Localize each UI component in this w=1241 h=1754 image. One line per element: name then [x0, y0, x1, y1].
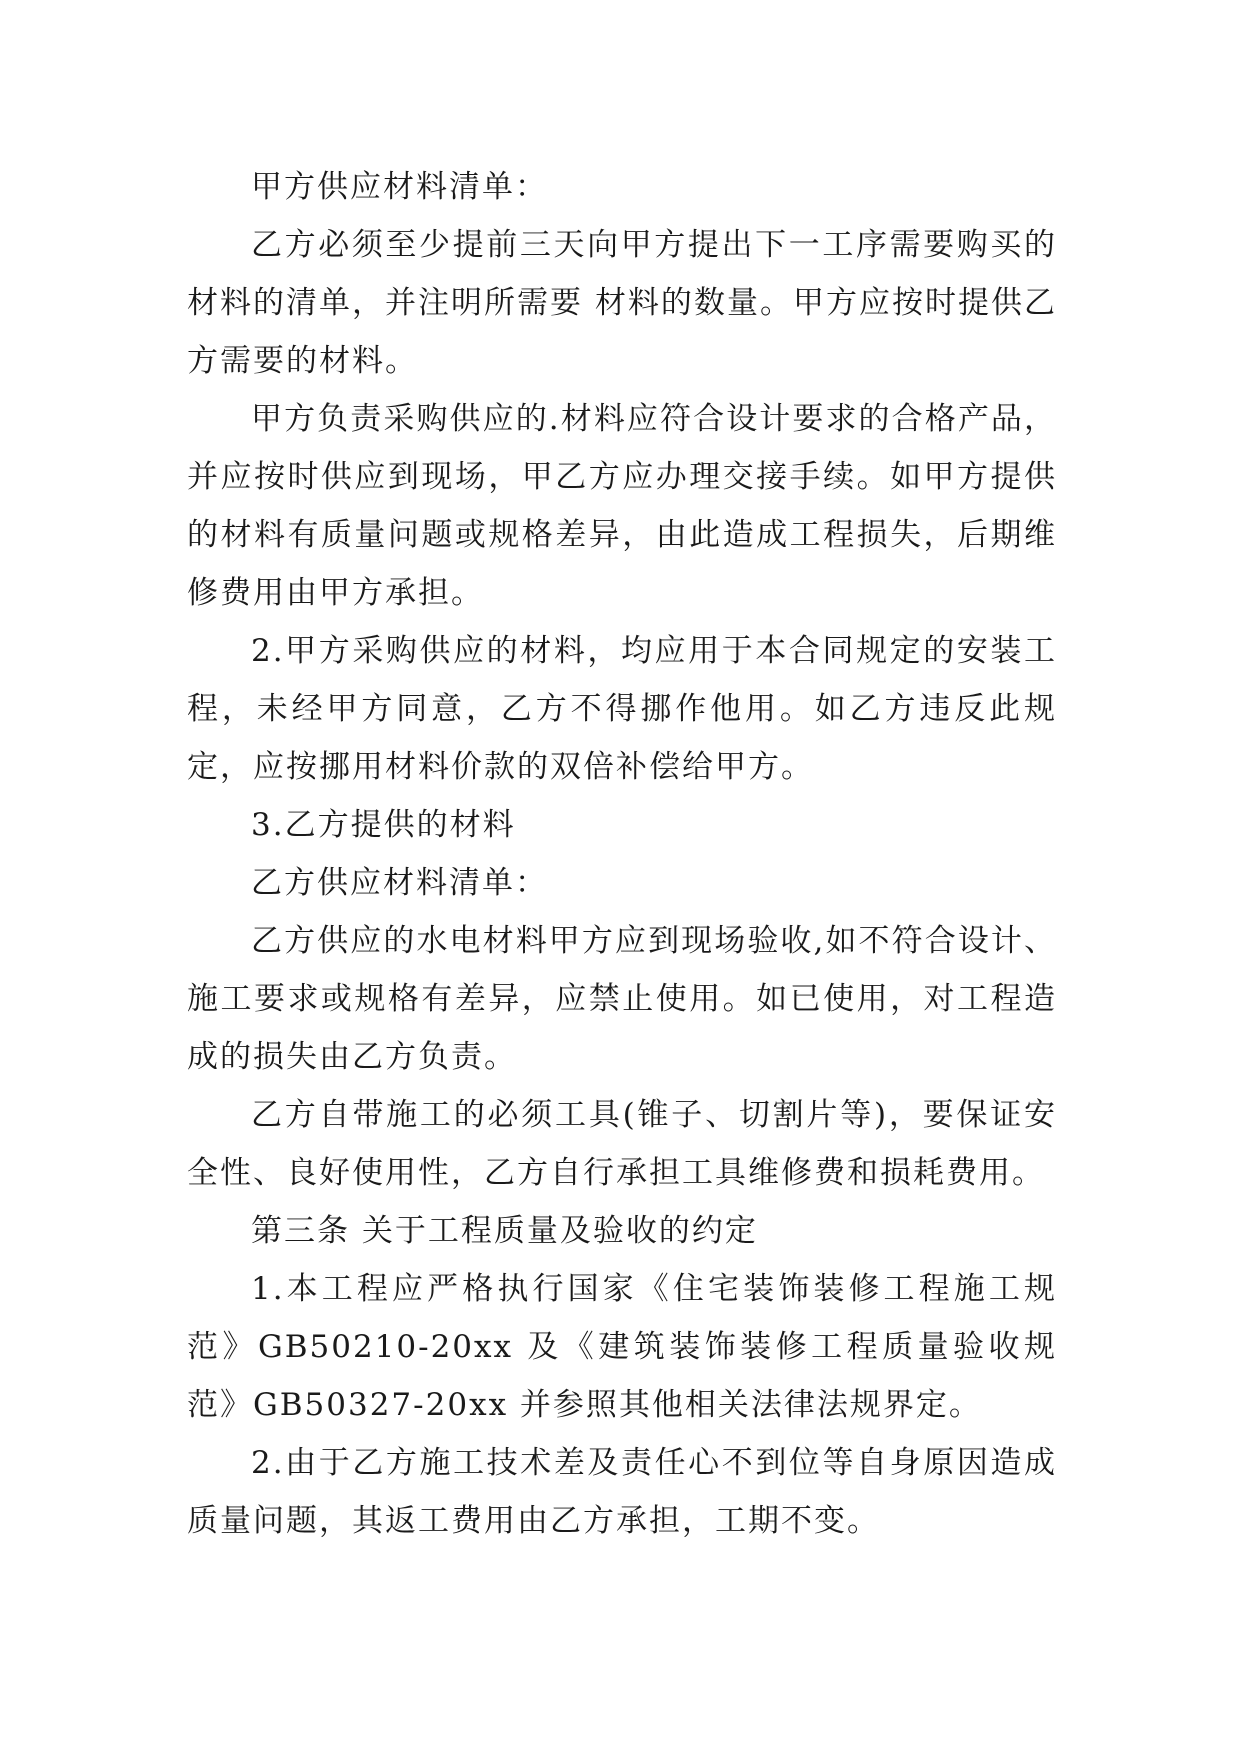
paragraph-material-list-heading-a: 甲方供应材料清单：: [251, 169, 548, 205]
document-body: [187, 158, 1057, 1550]
section-heading-article-3: 第三条 关于工程质量及验收的约定: [251, 1213, 758, 1249]
paragraph-clause-2: 2.甲方采购供应的材料，均应用于本合同规定的安装工程，未经甲方同意，乙方不得挪作他用。如乙方违反此规定，应按挪用材料价款的双倍补偿给甲方。: [187, 633, 1057, 785]
paragraph-inspection: 乙方供应的水电材料甲方应到现场验收,如不符合设计、施工要求或规格有差异，应禁止使用。如已使用，对工程造成的损失由乙方负责。: [187, 923, 1057, 1075]
paragraph-advance-notice: 乙方必须至少提前三天向甲方提出下一工序需要购买的材料的清单，并注明所需要 材料的数量。甲方应按时提供乙方需要的材料。: [187, 227, 1057, 379]
paragraph-tools: 乙方自带施工的必须工具(锥子、切割片等)，要保证安全性、良好使用性，乙方自行承担工具维修费和损耗费用。: [187, 1097, 1057, 1191]
paragraph-party-a-procurement: 甲方负责采购供应的.材料应符合设计要求的合格产品，并应按时供应到现场，甲乙方应办理交接手续。如甲方提供的材料有质量问题或规格差异，由此造成工程损失，后期维修费用由甲方承担。: [187, 401, 1057, 611]
paragraph-material-list-heading-b: 乙方供应材料清单：: [251, 865, 548, 901]
paragraph-rework: 2.由于乙方施工技术差及责任心不到位等自身原因造成质量问题，其返工费用由乙方承担，工期不变。: [187, 1445, 1057, 1539]
paragraph-clause-3: 3.乙方提供的材料: [251, 807, 516, 843]
paragraph-quality-standards: 1.本工程应严格执行国家《住宅装饰装修工程施工规范》GB50210-20xx 及《建筑装饰装修工程质量验收规范》GB50327-20xx 并参照其他相关法律法规界定。: [187, 1271, 1057, 1423]
